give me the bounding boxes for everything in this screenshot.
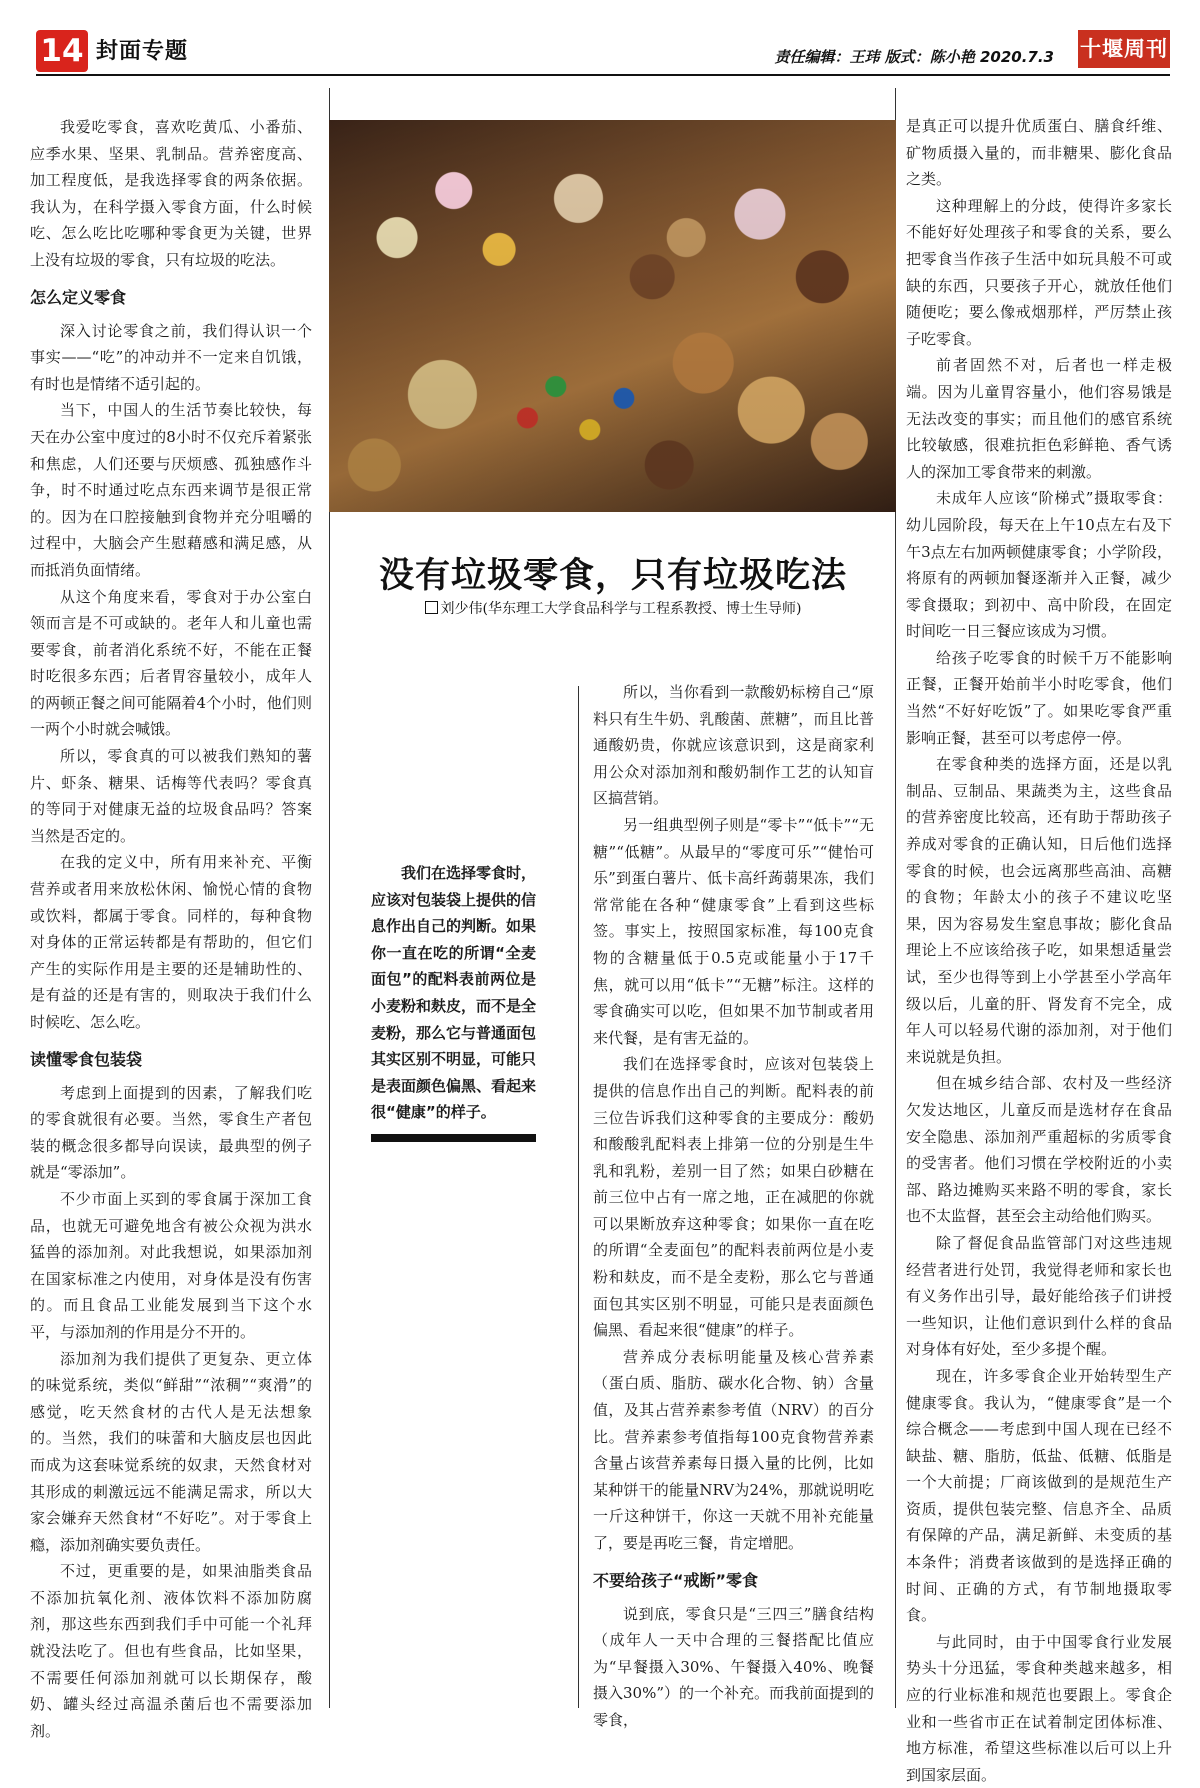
snack-photo (329, 120, 896, 512)
paragraph: 未成年人应该“阶梯式”摄取零食：幼儿园阶段，每天在上午10点左右及下午3点左右加两顿健康零食；小学阶段，将原有的两顿加餐逐渐并入正餐，减少零食摄取；到初中、高中阶段，在固定时间吃一日三餐应该成为习惯。 (906, 489, 1172, 641)
byline-box-icon (425, 601, 438, 614)
paragraph: 从这个角度来看，零食对于办公室白领而言是不可或缺的。老年人和儿童也需要零食，前者消化系统不好，不能在正餐时吃很多东西；后者胃容量较小，成年人的两顿正餐之间可能隔着4个小时，他们则一两个小时就会喊饿。 (30, 587, 312, 739)
article-title: 没有垃圾零食，只有垃圾吃法 (378, 555, 847, 596)
column-divider (578, 686, 579, 1708)
paragraph: 我们在选择零食时，应该对包装袋上提供的信息作出自己的判断。配料表的前三位告诉我们这种零食的主要成分：酸奶和酸酸乳配料表上排第一位的分别是生牛乳和乳粉，差别一目了然；如果白砂糖在前三位中占有一席之地，正在减肥的你就可以果断放弃这种零食；如果你一直在吃的所谓“全麦面包”的配料表前两位是小麦粉和麸皮，而不是全麦粉，那么它与普通面包其实区别不明显，可能只是表面颜色偏黑、看起来很“健康”的样子。 (593, 1055, 874, 1340)
paragraph: 前者固然不对，后者也一样走极端。因为儿童胃容量小，他们容易饿是无法改变的事实；而且他们的感官系统比较敏感，很难抗拒色彩鲜艳、香气诱人的深加工零食带来的刺激。 (906, 356, 1172, 481)
paragraph: 说到底，零食只是“三四三”膳食结构（成年人一天中合理的三餐搭配比值应为“早餐摄入30%、午餐摄入40%、晚餐摄入30%”）的一个补充。而我前面提到的零食， (593, 1604, 875, 1729)
page-number: 14 (36, 30, 88, 72)
paragraph: 添加剂为我们提供了更复杂、更立体的味觉系统，类似“鲜甜”“浓稠”“爽滑”的感觉，吃天然食材的古代人是无法想象的。当然，我们的味蕾和大脑皮层也因此而成为这套味觉系统的奴隶，天然食材对其形成的刺激远远不能满足需求，所以大家会嫌弃天然食材“不好吃”。对于零食上瘾，添加剂确实要负责任。 (30, 1349, 312, 1554)
paragraph: 营养成分表标明能量及核心营养素（蛋白质、脂肪、碳水化合物、钠）含量值，及其占营养素参考值（NRV）的百分比。营养素参考值指每100克食物营养素含量占该营养素每日摄入量的比例，比如某种饼干的能量NRV为24%，那就说明吃一斤这种饼干，你这一天就不用补充能量了，要是再吃三餐，肯定增肥。 (593, 1347, 874, 1552)
subheading: 读懂零食包装袋 (30, 1049, 143, 1069)
paragraph: 我爱吃零食，喜欢吃黄瓜、小番茄、应季水果、坚果、乳制品。营养密度高、加工程度低，是我选择零食的两条依据。我认为，在科学摄入零食方面，什么时候吃、怎么吃比吃哪种零食更为关键，世界上没有垃圾的零食，只有垃圾的吃法。 (30, 118, 312, 269)
subheading: 不要给孩子“戒断”零食 (593, 1570, 759, 1590)
column-4 (906, 113, 1172, 1788)
pull-quote-text: 我们在选择零食时，应该对包装袋上提供的信息作出自己的判断。如果你一直在吃的所谓“全麦面包”的配料表前两位是小麦粉和麸皮，而不是全麦粉，那么它与普通面包其实区别不明显，可能只是表面颜色偏黑、看起来很“健康”的样子。 (371, 864, 537, 1122)
byline (330, 598, 896, 618)
column-3 (593, 679, 874, 1734)
paragraph: 所以，零食真的可以被我们熟知的薯片、虾条、糖果、话梅等代表吗？零食真的等同于对健康无益的垃圾食品吗？答案当然是否定的。 (30, 747, 312, 845)
paragraph: 除了督促食品监管部门对这些违规经营者进行处罚，我觉得老师和家长也有义务作出引导，最好能给孩子们讲授一些知识，让他们意识到什么样的食品对身体有好处，至少多提个醒。 (906, 1233, 1172, 1359)
editor-credits: 责任编辑：王玮 版式：陈小艳 2020.7.3 (774, 48, 1054, 66)
section-name: 封面专题 (96, 39, 189, 64)
paragraph: 这种理解上的分歧，使得许多家长不能好好处理孩子和零食的关系，要么把零食当作孩子生活中如玩具般不可或缺的东西，只要孩子开心，就放任他们随便吃；要么像戒烟那样，严厉禁止孩子吃零食。 (906, 196, 1172, 348)
column-1 (30, 114, 312, 1744)
subheading: 怎么定义零食 (30, 287, 127, 307)
paragraph: 当下，中国人的生活节奏比较快，每天在办公室中度过的8小时不仅充斥着紧张和焦虑，人们还要与厌烦感、孤独感作斗争，时不时通过吃点东西来调节是很正常的。因为在口腔接触到食物并充分咀嚼的过程中，大脑会产生慰藉感和满足感，从而抵消负面情绪。 (30, 401, 312, 579)
pull-quote-bar (371, 1134, 536, 1142)
paragraph: 是真正可以提升优质蛋白、膳食纤维、矿物质摄入量的，而非糖果、膨化食品之类。 (906, 117, 1172, 189)
paragraph: 在我的定义中，所有用来补充、平衡营养或者用来放松休闲、愉悦心情的食物或饮料，都属于零食。同样的，每种食物对身体的正常运转都是有帮助的，但它们产生的实际作用是主要的还是辅助性的、是有益的还是有害的，则取决于我们什么时候吃、怎么吃。 (30, 853, 312, 1031)
page-header (0, 0, 1200, 80)
paragraph: 给孩子吃零食的时候千万不能影响正餐，正餐开始前半小时吃零食，他们当然“不好好吃饭”了。如果吃零食严重影响正餐，甚至可以考虑停一停。 (906, 648, 1172, 747)
paragraph: 所以，当你看到一款酸奶标榜自己“原料只有生牛奶、乳酸菌、蔗糖”，而且比普通酸奶贵，你就应该意识到，这是商家利用公众对添加剂和酸奶制作工艺的认知盲区搞营销。 (593, 683, 874, 808)
paragraph: 现在，许多零食企业开始转型生产健康零食。我认为，“健康零食”是一个综合概念——考虑到中国人现在已经不缺盐、糖、脂肪，低盐、低糖、低脂是一个大前提；厂商该做到的是规范生产资质，提供包装完整、信息齐全、品质有保障的产品，满足新鲜、未变质的基本条件；消费者该做到的是选择正确的时间、正确的方式，有节制地摄取零食。 (906, 1366, 1172, 1625)
paragraph: 考虑到上面提到的因素，了解我们吃的零食就很有必要。当然，零食生产者包装的概念很多都导向误读，最典型的例子就是“零添加”。 (30, 1083, 312, 1182)
paragraph: 不过，更重要的是，如果油脂类食品不添加抗氧化剂、液体饮料不添加防腐剂，那这些东西到我们手中可能一个礼拜就没法吃了。但也有些食品，比如坚果，不需要任何添加剂就可以长期保存，酸奶、罐头经过高温杀菌后也不需要添加剂。 (30, 1562, 312, 1740)
paragraph: 在零食种类的选择方面，还是以乳制品、豆制品、果蔬类为主，这些食品的营养密度比较高，还有助于帮助孩子养成对零食的正确认知，日后他们选择零食的时候，也会远离那些高油、高糖的食物；年龄太小的孩子不建议吃坚果，因为容易发生窒息事故；膨化食品理论上不应该给孩子吃，如果想适量尝试，至少也得等到上小学甚至小学高年级以后，儿童的肝、肾发育不完全，成年人可以轻易代谢的添加剂，对于他们来说就是负担。 (906, 755, 1172, 1066)
paragraph: 另一组典型例子则是“零卡”“低卡”“无糖”“低糖”。从最早的“零度可乐”“健怡可乐”到蛋白薯片、低卡高纤蒟蒻果冻，我们常常能在各种“健康零食”上看到这些标签。事实上，按照国家标准，每100克食物的含糖量低于0.5克或能量小于17千焦，就可以用“低卡”“无糖”标注。这样的零食确实可以吃，但如果不加节制或者用来代餐，是有害无益的。 (593, 815, 874, 1047)
paragraph: 深入讨论零食之前，我们得认识一个事实——“吃”的冲动并不一定来自饥饿，有时也是情绪不适引起的。 (30, 321, 312, 393)
masthead-logo: 十堰周刊 (1078, 30, 1170, 68)
paragraph: 不少市面上买到的零食属于深加工食品，也就无可避免地含有被公众视为洪水猛兽的添加剂。对此我想说，如果添加剂在国家标准之内使用，对身体是没有伤害的。而且食品工业能发展到当下这个水平，与添加剂的作用是分不开的。 (30, 1189, 312, 1341)
pull-quote (371, 860, 536, 1142)
byline-text: 刘少伟(华东理工大学食品科学与工程系教授、博士生导师) (440, 601, 802, 617)
paragraph: 与此同时，由于中国零食行业发展势头十分迅猛，零食种类越来越多，相应的行业标准和规范也要跟上。零食企业和一些省市正在试着制定团体标准、地方标准，希望这些标准以后可以上升到国家层面。 (906, 1632, 1172, 1784)
header-rule (36, 74, 1170, 76)
paragraph: 但在城乡结合部、农村及一些经济欠发达地区，儿童反而是选材存在食品安全隐患、添加剂严重超标的劣质零食的受害者。他们习惯在学校附近的小卖部、路边摊购买来路不明的零食，家长也不太监督，甚至会主动给他们购买。 (906, 1074, 1172, 1226)
